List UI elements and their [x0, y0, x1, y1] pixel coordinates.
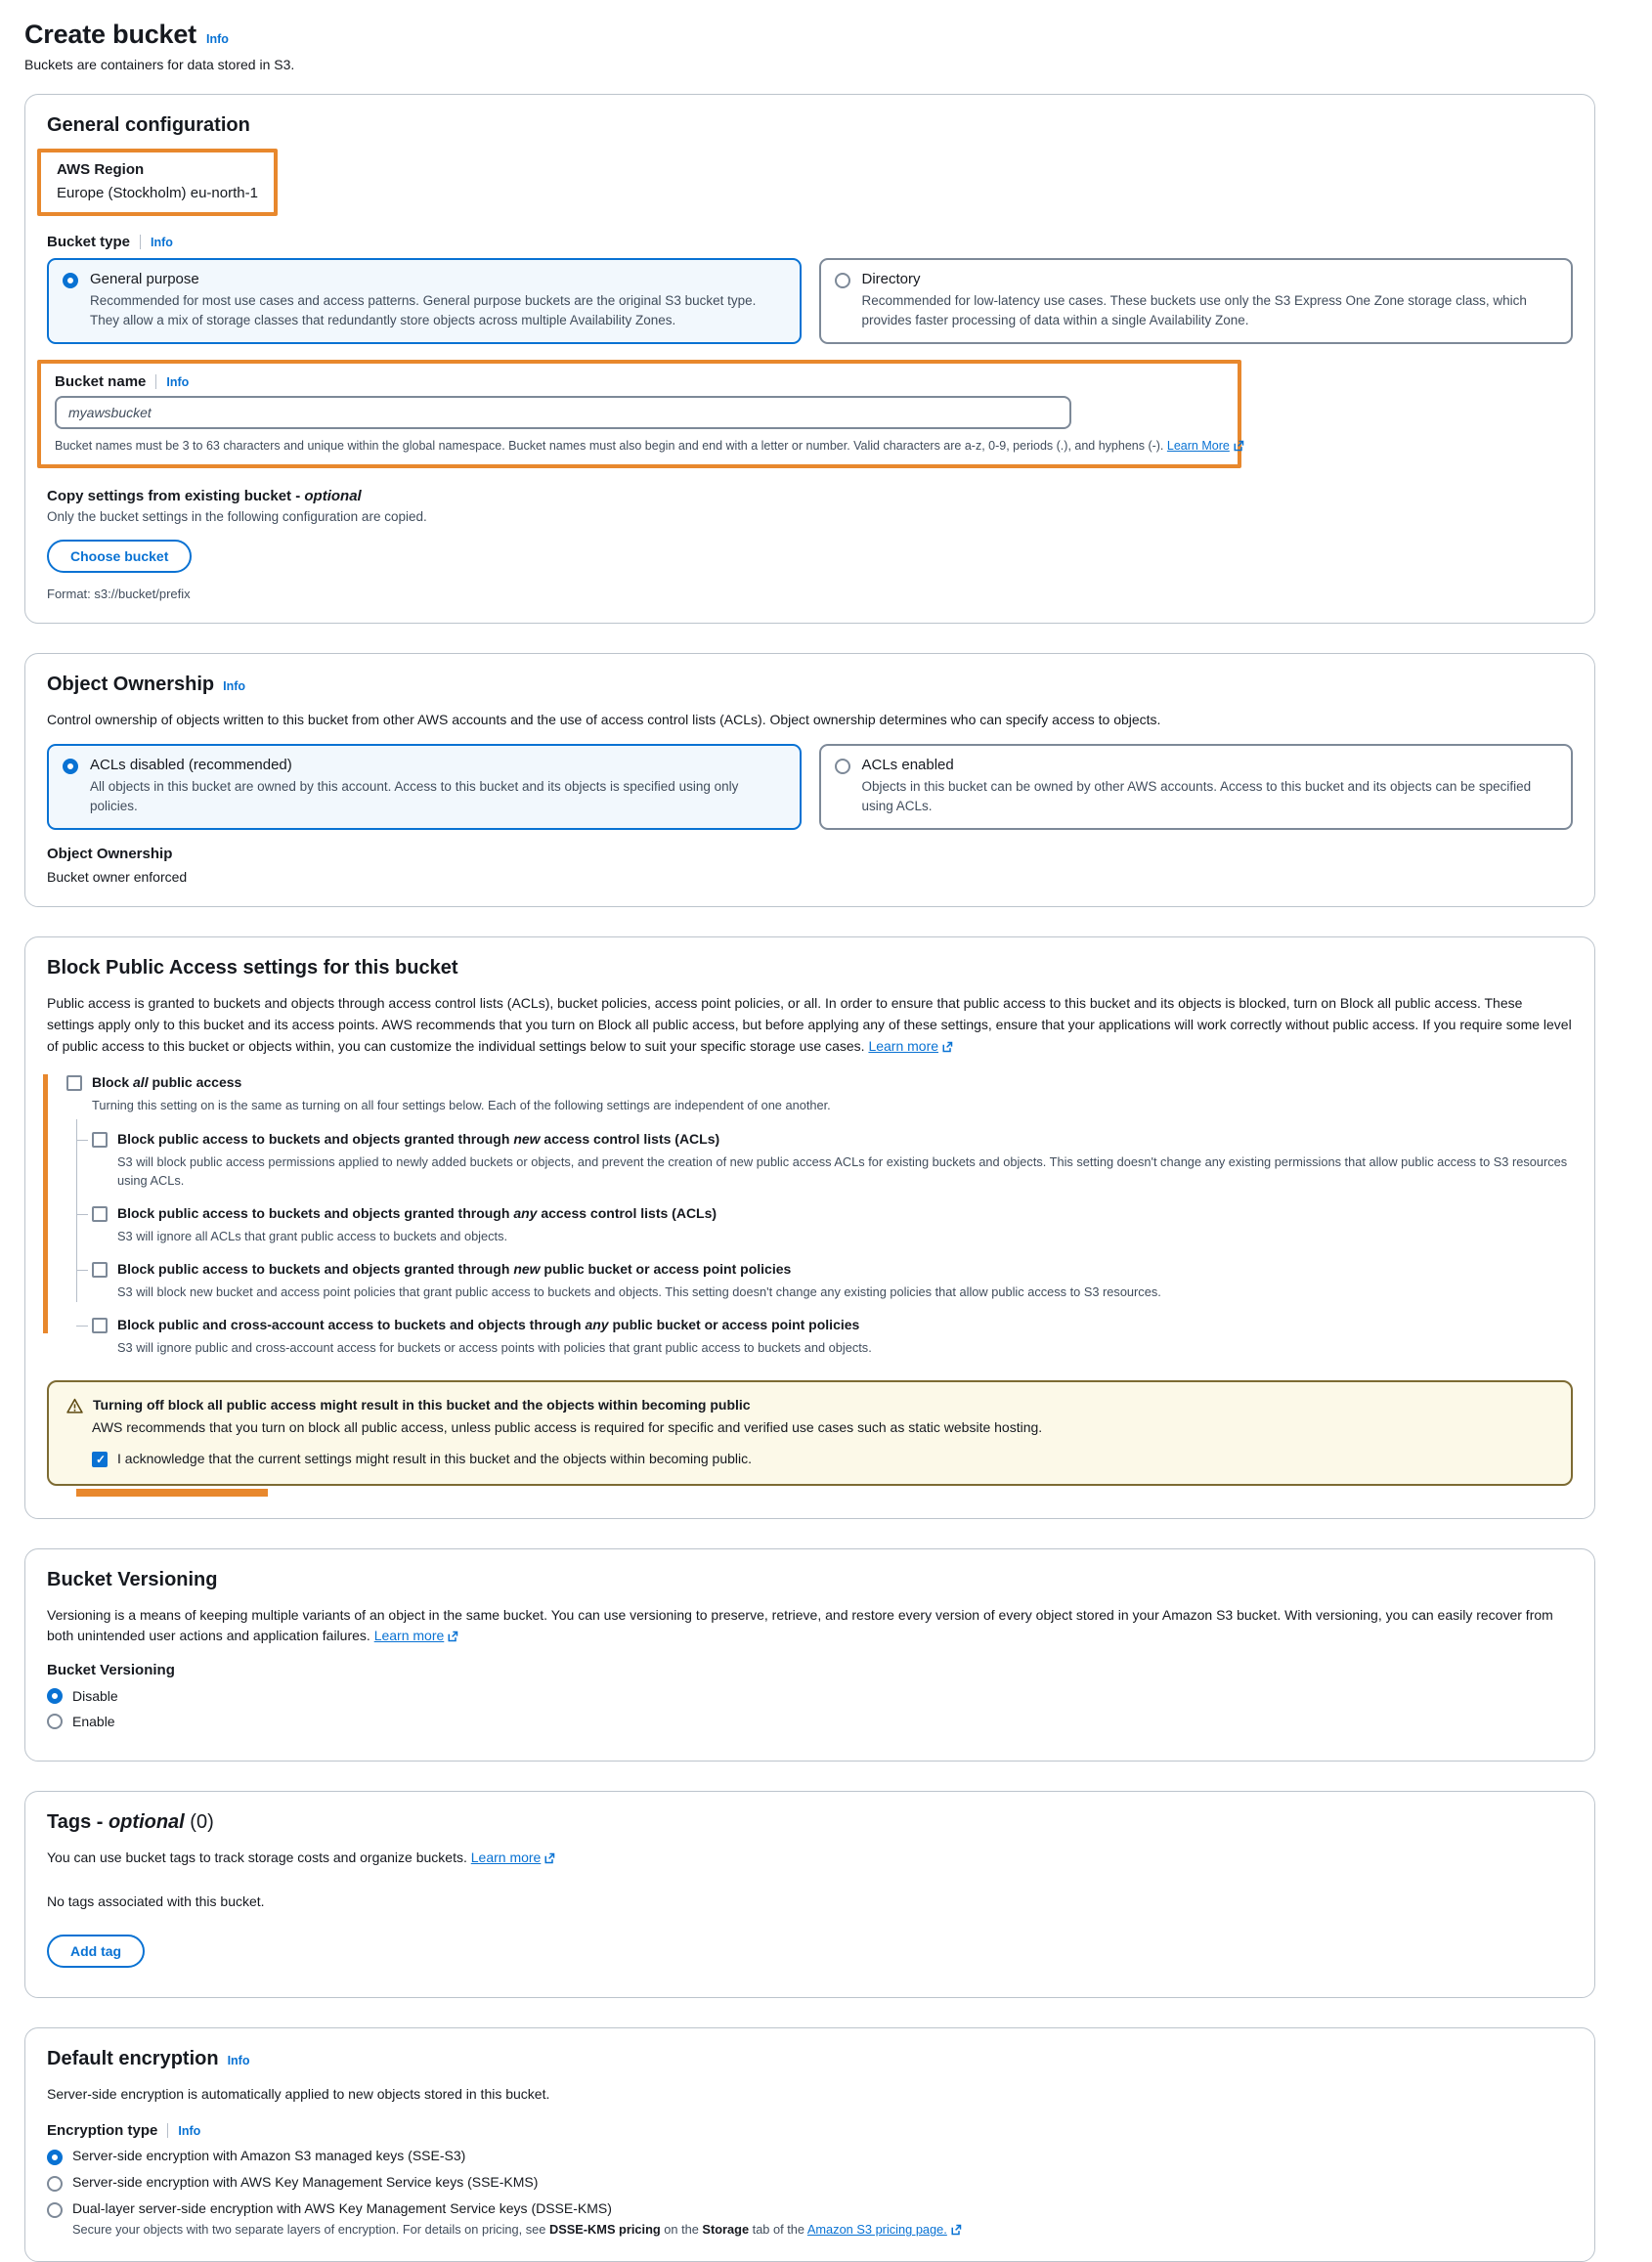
versioning-enable-option[interactable]	[47, 1714, 1573, 1729]
radio-unselected-icon[interactable]	[835, 759, 850, 774]
checkbox-description: S3 will ignore all ACLs that grant public access to buckets and objects.	[117, 1228, 508, 1243]
bucket-name-helper: Bucket names must be 3 to 63 characters and unique within the global namespace. Bucket names must also begin and end with a letter or number. Valid characters are a-z, 0-9, periods (.), and hyphens (-). Learn More	[55, 439, 1224, 453]
checkbox-label[interactable]: Block public and cross-account access to buckets and objects through any public bucket or access point policies	[117, 1317, 860, 1333]
option-label: Directory	[861, 271, 921, 287]
page-subtitle: Buckets are containers for data stored in S3.	[24, 57, 295, 72]
bucket-type-options	[47, 258, 1573, 344]
block-cross-account-checkbox[interactable]	[92, 1318, 108, 1333]
option-label: ACLs enabled	[861, 757, 954, 774]
bucket-type-label: Bucket type	[47, 234, 131, 250]
object-ownership-info-link[interactable]: Info	[223, 679, 246, 694]
block-new-policies-checkbox[interactable]	[92, 1262, 108, 1278]
object-ownership-value-label: Object Ownership	[47, 846, 173, 863]
default-encryption-panel	[24, 2027, 1595, 2261]
bucket-versioning-panel	[24, 1548, 1595, 1762]
page-title: Create bucket	[24, 20, 196, 49]
versioning-learn-more-link[interactable]: Learn more	[373, 1628, 445, 1644]
encryption-type-info-link[interactable]: Info	[178, 2123, 201, 2138]
option-label: ACLs disabled (recommended)	[90, 757, 292, 774]
tags-learn-more-link[interactable]: Learn more	[470, 1849, 542, 1866]
acls-disabled-option[interactable]	[47, 744, 802, 830]
radio-selected-icon[interactable]	[63, 273, 78, 288]
copy-settings-description: Only the bucket settings in the following configuration are copied.	[47, 509, 427, 525]
default-encryption-title: Default encryption	[47, 2048, 219, 2070]
bpa-sub-item	[92, 1317, 1573, 1357]
radio-unselected-icon[interactable]	[835, 273, 850, 288]
radio-unselected-icon[interactable]	[47, 2176, 63, 2192]
bpa-sub-item	[92, 1131, 1573, 1190]
block-public-access-title: Block Public Access settings for this bucket	[47, 957, 458, 979]
bucket-type-info-link[interactable]: Info	[151, 235, 173, 249]
aws-region-value: Europe (Stockholm) eu-north-1	[57, 185, 258, 201]
option-label[interactable]: Server-side encryption with AWS Key Management Service keys (SSE-KMS)	[72, 2174, 539, 2191]
s3-pricing-page-link[interactable]: Amazon S3 pricing page.	[806, 2222, 947, 2238]
block-public-access-settings	[66, 1074, 1573, 1357]
option-label[interactable]: Enable	[72, 1714, 115, 1730]
bucket-versioning-title: Bucket Versioning	[47, 1569, 218, 1591]
aws-region-label: AWS Region	[57, 161, 145, 178]
sse-s3-option[interactable]	[47, 2148, 1573, 2165]
no-tags-message: No tags associated with this bucket.	[47, 1893, 265, 1910]
bpa-sub-item	[92, 1205, 1573, 1245]
general-configuration-panel	[24, 94, 1595, 624]
external-link-icon	[447, 1631, 458, 1642]
add-tag-button[interactable]: Add tag	[47, 1935, 145, 1968]
warning-triangle-icon	[66, 1398, 83, 1414]
bucket-versioning-description: Versioning is a means of keeping multiple variants of an object in the same bucket. You can use versioning to preserve, retrieve, and restore every version of every object stored in your Amazon S3 bucket. With versioning, you can easily recover from both unintended user actions and application failures. Learn more	[47, 1607, 1553, 1644]
radio-selected-icon[interactable]	[47, 2150, 63, 2165]
bucket-name-annotation-box	[37, 360, 1241, 468]
label-divider	[140, 235, 141, 249]
external-link-icon	[1233, 440, 1244, 452]
checkbox-description: S3 will block new bucket and access point policies that grant public access to buckets and objects. This setting doesn't change any existing policies that allow public access to S3 resources.	[117, 1284, 1161, 1300]
option-label[interactable]: Server-side encryption with Amazon S3 managed keys (SSE-S3)	[72, 2148, 466, 2164]
tags-count: (0)	[184, 1811, 214, 1834]
bucket-name-learn-more-link[interactable]: Learn More	[1166, 439, 1230, 454]
option-description: All objects in this bucket are owned by this account. Access to this bucket and its objects is specified using only policies.	[90, 779, 739, 813]
checkbox-label[interactable]: Block public access to buckets and objects granted through new public bucket or access point policies	[117, 1261, 792, 1278]
option-label[interactable]: Disable	[72, 1688, 118, 1705]
bucket-name-info-link[interactable]: Info	[166, 374, 190, 389]
checkbox-label[interactable]: Block public access to buckets and objects granted through any access control lists (ACLs)	[117, 1204, 717, 1221]
option-description: Recommended for most use cases and access patterns. General purpose buckets are the original S3 bucket type. They allow a mix of storage classes that redundantly store objects across multiple Availability Zones.	[90, 293, 757, 327]
external-link-icon	[950, 2224, 962, 2236]
warning-description: AWS recommends that you turn on block all public access, unless public access is required for specific and verified use cases such as static website hosting.	[92, 1419, 1043, 1436]
page-info-link[interactable]: Info	[205, 32, 229, 46]
encryption-type-label: Encryption type	[47, 2122, 158, 2140]
page-header	[24, 20, 1595, 72]
bucket-versioning-field-label: Bucket Versioning	[47, 1662, 175, 1679]
aws-region-annotation-box	[37, 149, 278, 216]
tags-description: You can use bucket tags to track storage costs and organize buckets. Learn more	[47, 1848, 1573, 1868]
block-public-access-description: Public access is granted to buckets and objects through access control lists (ACLs), bucket policies, access point policies, or all. In order to ensure that public access to this bucket and its objects is blocked, turn on Block all public access. These settings apply only to this bucket and its access points. AWS recommends that you turn on Block all public access, but before applying any of these settings, ensure that your applications will work correctly without public access. If you require some level of public access to this bucket or objects within, you can customize the individual settings below to suit your specific storage use cases. Learn more	[47, 995, 1572, 1054]
radio-selected-icon[interactable]	[63, 759, 78, 774]
acls-enabled-option[interactable]	[819, 744, 1574, 830]
checkbox-label[interactable]: Block public access to buckets and objects granted through new access control lists (ACLs)	[117, 1130, 720, 1147]
copy-settings-label: Copy settings from existing bucket - optional	[47, 488, 362, 505]
checkbox-label[interactable]: Block all public access	[92, 1074, 242, 1091]
choose-bucket-button[interactable]: Choose bucket	[47, 540, 192, 573]
block-any-acls-checkbox[interactable]	[92, 1206, 108, 1222]
acknowledge-checkbox[interactable]	[92, 1452, 108, 1467]
external-link-icon	[543, 1852, 555, 1864]
annotation-vertical-bar	[43, 1074, 48, 1333]
checkbox-description: Turning this setting on is the same as turning on all four settings below. Each of the following settings are independent of one another.	[92, 1098, 831, 1113]
object-ownership-panel	[24, 653, 1595, 907]
object-ownership-title: Object Ownership	[47, 674, 215, 696]
option-description: Recommended for low-latency use cases. These buckets use only the S3 Express One Zone storage class, which provides faster processing of data within a single Availability Zone.	[861, 293, 1527, 327]
radio-unselected-icon[interactable]	[47, 2202, 63, 2218]
sse-kms-option[interactable]	[47, 2174, 1573, 2192]
checkbox-description: S3 will ignore public and cross-account access for buckets or access points with policies that grant public access to buckets and objects.	[117, 1340, 872, 1356]
object-ownership-description: Control ownership of objects written to this bucket from other AWS accounts and the use of access control lists (ACLs). Object ownership determines who can specify access to objects.	[47, 712, 1161, 728]
versioning-disable-option[interactable]	[47, 1688, 1573, 1704]
label-divider	[167, 2123, 168, 2138]
block-public-access-panel	[24, 936, 1595, 1519]
default-encryption-info-link[interactable]: Info	[227, 2054, 250, 2068]
object-ownership-value: Bucket owner enforced	[47, 869, 188, 886]
option-label: General purpose	[90, 271, 199, 287]
block-new-acls-checkbox[interactable]	[92, 1132, 108, 1148]
block-all-public-access-row	[66, 1074, 1573, 1091]
acknowledge-label[interactable]: I acknowledge that the current settings might result in this bucket and the objects within becoming public.	[117, 1451, 753, 1467]
general-configuration-title: General configuration	[47, 114, 250, 136]
dsse-kms-option[interactable]	[47, 2200, 1573, 2218]
option-description: Objects in this bucket can be owned by other AWS accounts. Access to this bucket and its objects can be specified using ACLs.	[861, 779, 1532, 813]
checkbox-description: S3 will block public access permissions applied to newly added buckets or objects, and prevent the creation of new public access ACLs for existing buckets and objects. This setting doesn't change any existing permissions that allow public access to S3 resources using ACLs.	[117, 1153, 1568, 1188]
block-all-checkbox[interactable]	[66, 1075, 82, 1091]
bpa-learn-more-link[interactable]: Learn more	[868, 1037, 939, 1054]
bucket-type-directory-option[interactable]	[819, 258, 1574, 344]
bucket-name-input[interactable]	[55, 396, 1071, 429]
public-access-warning	[47, 1380, 1573, 1486]
block-public-access-sub-settings	[92, 1131, 1573, 1358]
option-label[interactable]: Dual-layer server-side encryption with AWS Key Management Service keys (DSSE-KMS)	[72, 2200, 612, 2217]
acknowledge-row	[92, 1451, 1553, 1467]
radio-selected-icon[interactable]	[47, 1688, 63, 1704]
external-link-icon	[941, 1041, 953, 1053]
radio-unselected-icon[interactable]	[47, 1714, 63, 1729]
tags-panel	[24, 1791, 1595, 1998]
bucket-format-hint: Format: s3://bucket/prefix	[47, 587, 191, 602]
bpa-sub-item	[92, 1261, 1573, 1301]
dsse-kms-description: Secure your objects with two separate layers of encryption. For details on pricing, see DSSE-KMS pricing on the Storage tab of the Amazon S3 pricing page.	[72, 2220, 1573, 2239]
object-ownership-options	[47, 744, 1573, 830]
annotation-horizontal-bar	[76, 1489, 268, 1497]
tags-title: Tags - optional (0)	[47, 1811, 214, 1834]
bucket-type-general-purpose-option[interactable]	[47, 258, 802, 344]
default-encryption-description: Server-side encryption is automatically applied to new objects stored in this bucket.	[47, 2086, 550, 2103]
label-divider	[155, 374, 156, 389]
bucket-name-label: Bucket name	[55, 373, 147, 391]
warning-title: Turning off block all public access might result in this bucket and the objects within becoming public	[93, 1397, 751, 1414]
